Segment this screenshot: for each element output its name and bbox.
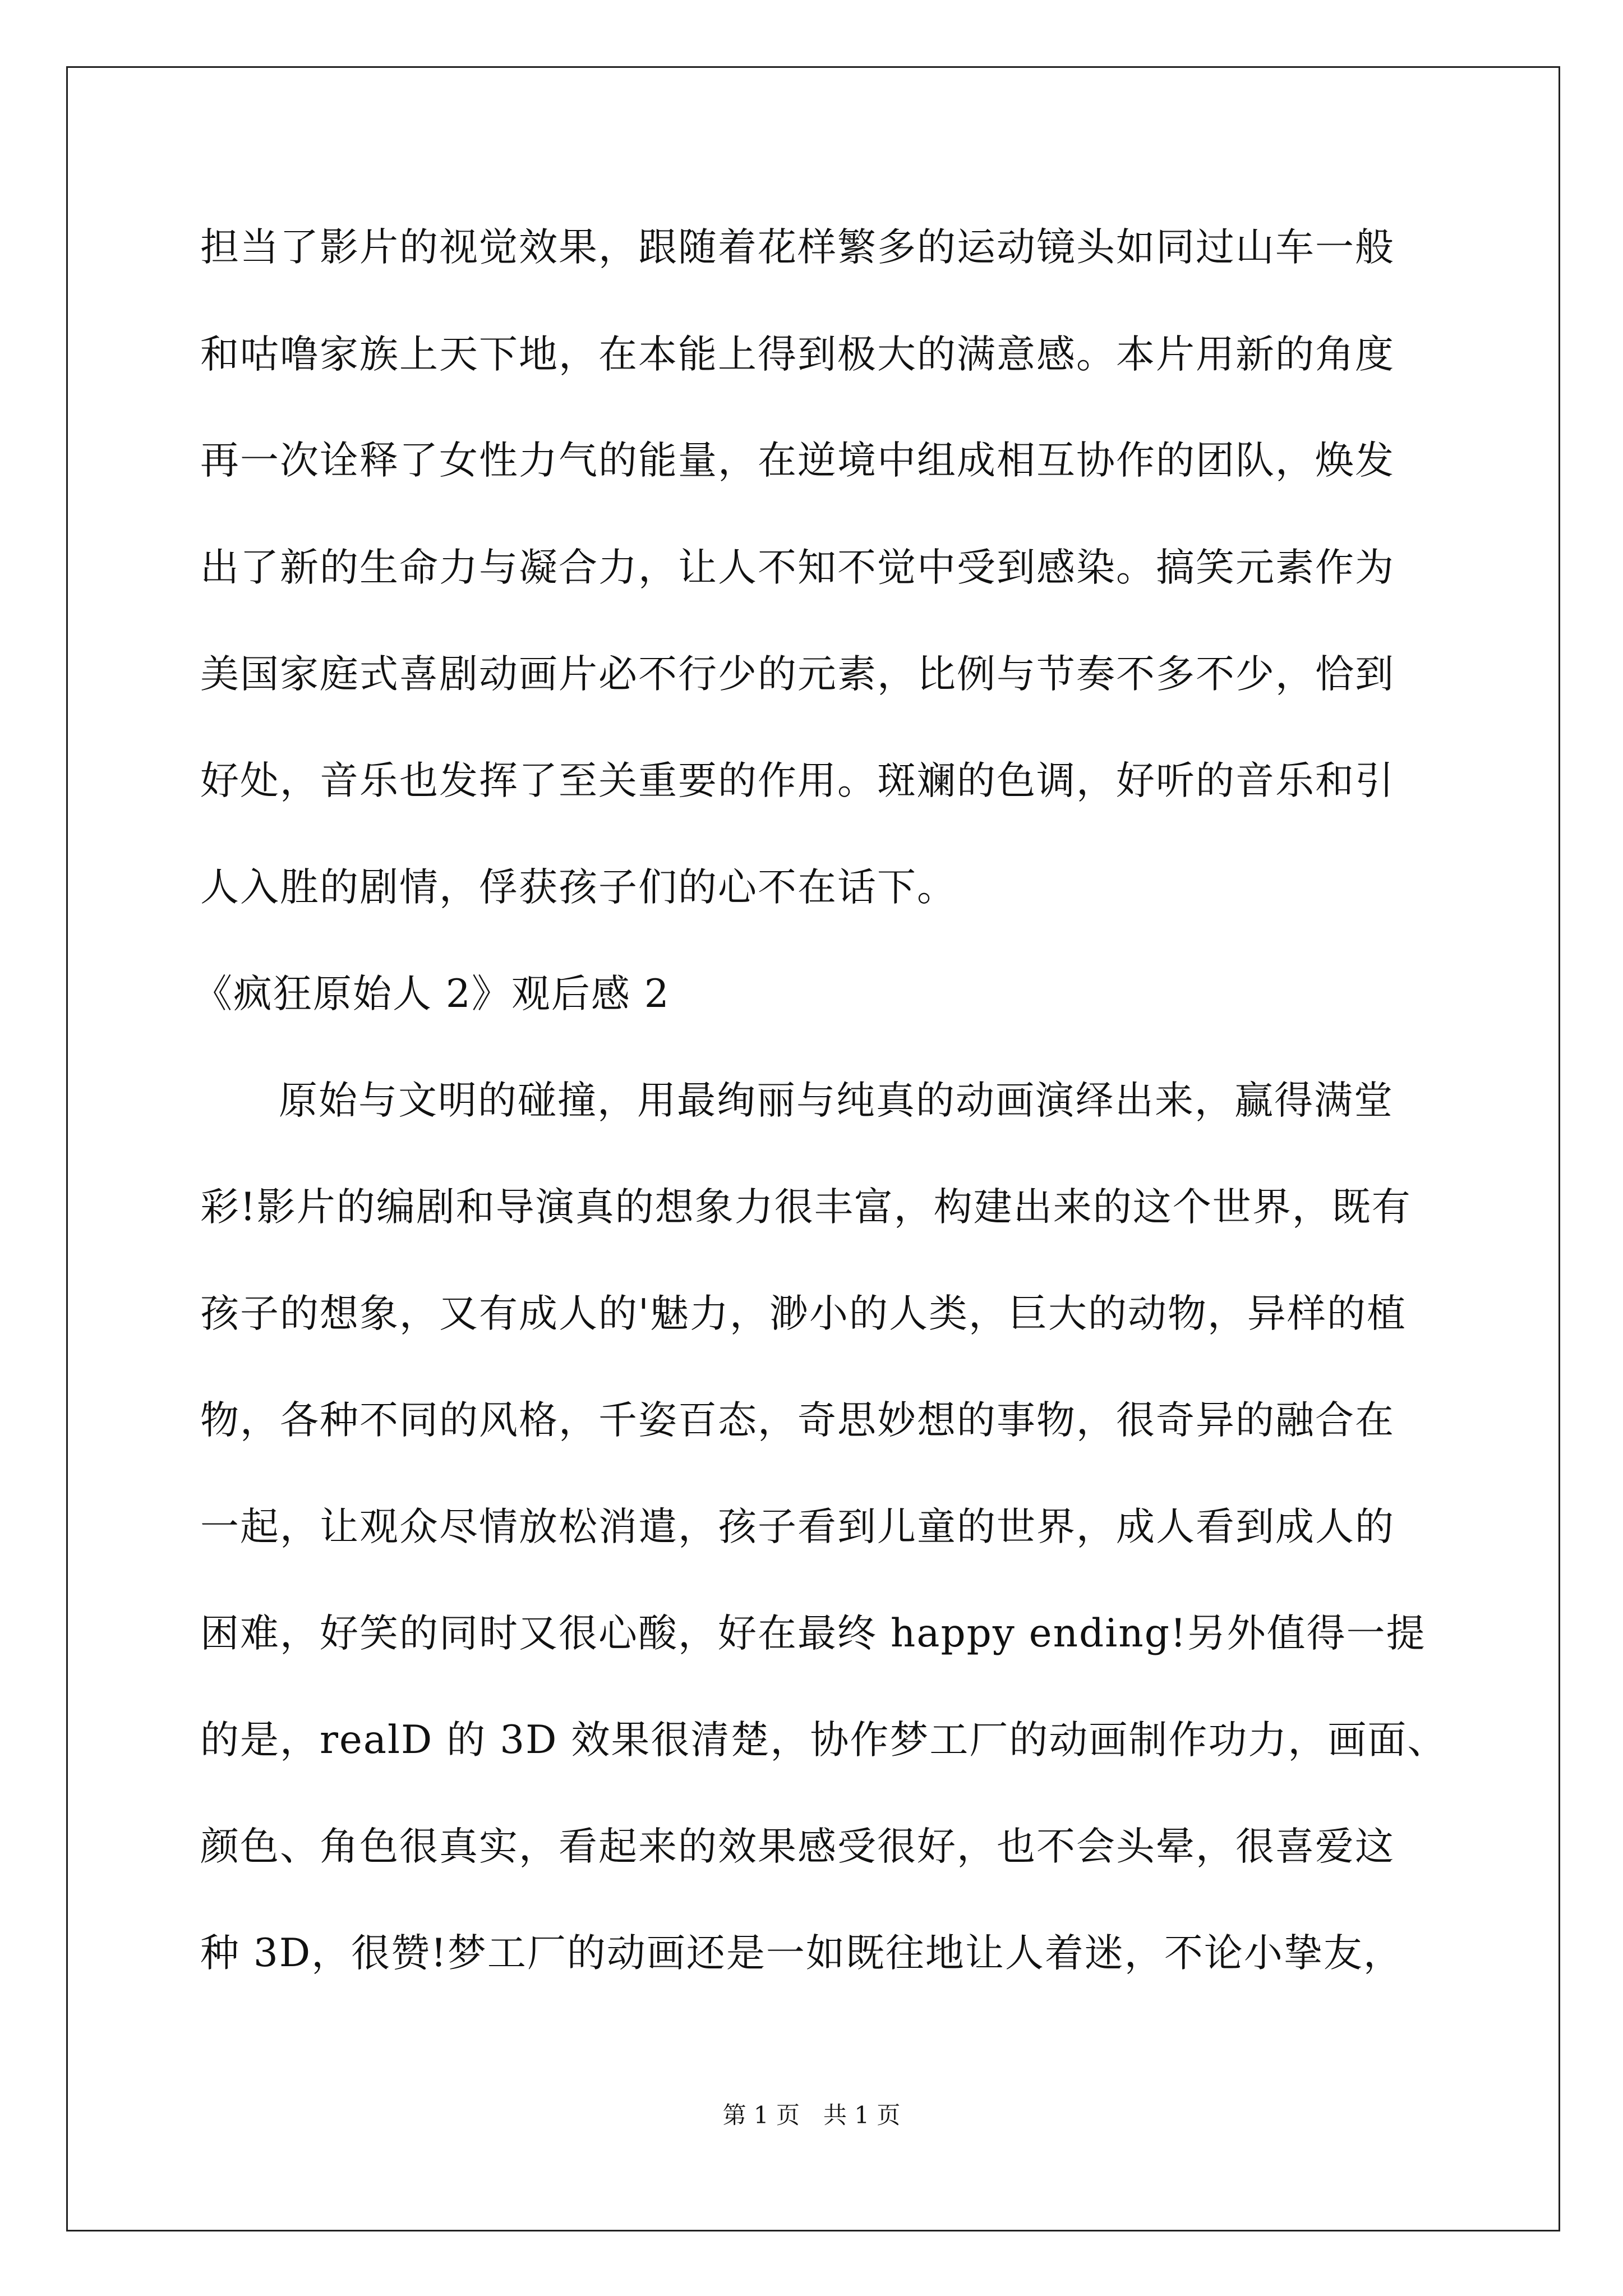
paragraph-line: 物，各种不同的风格，千姿百态，奇思妙想的事物，很奇异的融合在 bbox=[200, 1398, 1395, 1443]
page-footer: 第 1 页 共 1 页 bbox=[722, 2101, 901, 2129]
paragraph-line: 的是，realD 的 3D 效果很清楚，协作梦工厂的动画制作功力，画面、 bbox=[200, 1718, 1447, 1763]
paragraph-line: 彩!影片的编剧和导演真的想象力很丰富，构建出来的这个世界，既有 bbox=[200, 1185, 1412, 1230]
paragraph-line: 一起，让观众尽情放松消遣，孩子看到儿童的世界，成人看到成人的 bbox=[200, 1504, 1395, 1549]
paragraph-line: 好处，音乐也发挥了至关重要的作用。斑斓的色调，好听的音乐和引 bbox=[200, 758, 1395, 803]
paragraph-line: 美国家庭式喜剧动画片必不行少的元素，比例与节奏不多不少，恰到 bbox=[200, 652, 1395, 697]
paragraph-line: 原始与文明的碰撞，用最绚丽与纯真的动画演绎出来，赢得满堂 bbox=[279, 1078, 1394, 1123]
paragraph-line: 颜色、角色很真实，看起来的效果感受很好，也不会头晕，很喜爱这 bbox=[200, 1824, 1395, 1869]
paragraph-line: 担当了影片的视觉效果，跟随着花样繁多的运动镜头如同过山车一般 bbox=[200, 225, 1395, 270]
paragraph-line: 孩子的想象，又有成人的'魅力，渺小的人类，巨大的动物，异样的植 bbox=[200, 1291, 1407, 1336]
paragraph-line: 人入胜的剧情，俘获孩子们的心不在话下。 bbox=[200, 865, 957, 910]
paragraph-line: 和咕噜家族上天下地，在本能上得到极大的满意感。本片用新的角度 bbox=[200, 332, 1395, 377]
page-border bbox=[66, 66, 1560, 2231]
paragraph-line: 再一次诠释了女性力气的能量，在逆境中组成相互协作的团队，焕发 bbox=[200, 438, 1395, 483]
paragraph-line: 出了新的生命力与凝合力，让人不知不觉中受到感染。搞笑元素作为 bbox=[200, 545, 1395, 590]
paragraph-line: 种 3D，很赞!梦工厂的动画还是一如既往地让人着迷，不论小挚友， bbox=[200, 1931, 1403, 1976]
section-heading: 《疯狂原始人 2》观后感 2 bbox=[193, 972, 670, 1016]
paragraph-line: 困难，好笑的同时又很心酸，好在最终 happy ending!另外值得一提 bbox=[200, 1611, 1426, 1656]
